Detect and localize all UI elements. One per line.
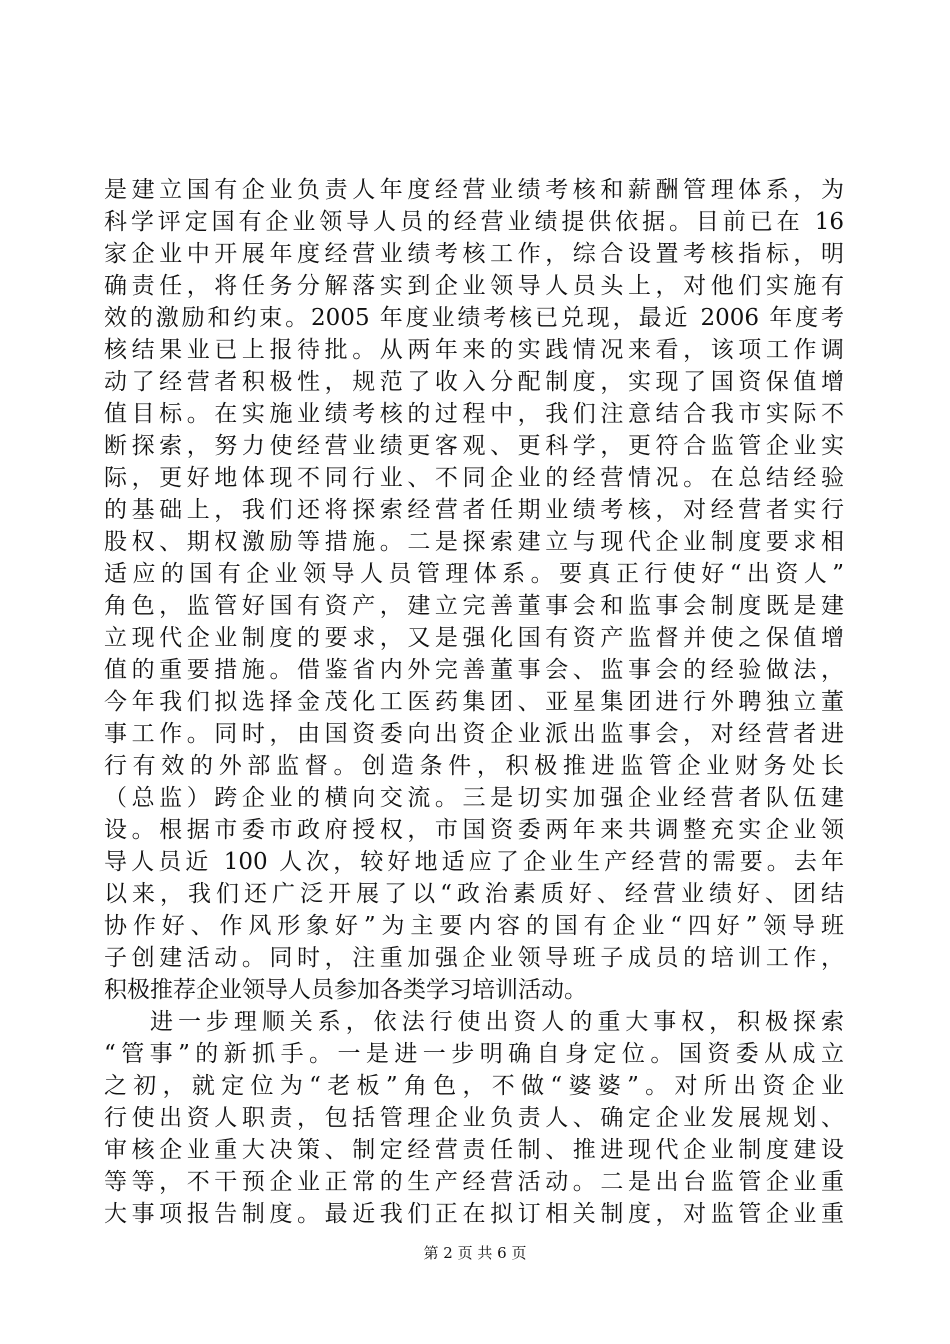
paragraph1-line: （总监）跨企业的横向交流。三是切实加强企业经营者队伍建 [104, 785, 844, 811]
paragraph1-line: 动了经营者积极性，规范了收入分配制度，实现了国资保值增 [104, 369, 844, 395]
paragraph1-line: 是建立国有企业负责人年度经营业绩考核和薪酬管理体系，为 [104, 177, 844, 203]
paragraph1-line: 股权、期权激励等措施。二是探索建立与现代企业制度要求相 [104, 529, 844, 555]
paragraph2-line: 等等，不干预企业正常的生产经营活动。二是出台监管企业重 [104, 1169, 844, 1195]
paragraph1-line: 行有效的外部监督。创造条件，积极推进监管企业财务处长 [104, 753, 844, 779]
paragraph1-line: 科学评定国有企业领导人员的经营业绩提供依据。目前已在 16 [104, 209, 844, 235]
paragraph1-line: 值的重要措施。借鉴省内外完善董事会、监事会的经验做法， [104, 657, 844, 683]
paragraph1-line: 今年我们拟选择金茂化工医药集团、亚星集团进行外聘独立董 [104, 689, 844, 715]
paragraph1-line: 事工作。同时，由国资委向出资企业派出监事会，对经营者进 [104, 721, 844, 747]
paragraph2-line: “管事”的新抓手。一是进一步明确自身定位。国资委从成立 [104, 1041, 844, 1067]
paragraph-2 [104, 1006, 844, 1230]
paragraph1-line: 的基础上，我们还将探索经营者任期业绩考核，对经营者实行 [104, 497, 844, 523]
paragraph2-line: 大事项报告制度。最近我们正在拟订相关制度，对监管企业重 [104, 1201, 844, 1227]
paragraph2-line: 审核企业重大决策、制定经营责任制、推进现代企业制度建设 [104, 1137, 844, 1163]
paragraph1-line: 协作好、作风形象好”为主要内容的国有企业“四好”领导班 [104, 913, 844, 939]
paragraph1-line: 导人员近 100 人次，较好地适应了企业生产经营的需要。去年 [104, 849, 844, 875]
paragraph1-line: 积极推荐企业领导人员参加各类学习培训活动。 [104, 977, 587, 1003]
paragraph1-line: 核结果业已上报待批。从两年来的实践情况来看，该项工作调 [104, 337, 844, 363]
paragraph1-line: 家企业中开展年度经营业绩考核工作，综合设置考核指标，明 [104, 241, 844, 267]
paragraph1-line: 角色，监管好国有资产，建立完善董事会和监事会制度既是建 [104, 593, 844, 619]
paragraph2-line: 进一步理顺关系，依法行使出资人的重大事权，积极探索 [150, 1009, 844, 1035]
page-footer: 第 2 页 共 6 页 [423, 1244, 527, 1262]
paragraph1-line: 确责任，将任务分解落实到企业领导人员头上，对他们实施有 [104, 273, 844, 299]
paragraph1-line: 效的激励和约束。2005 年度业绩考核已兑现，最近 2006 年度考 [104, 305, 844, 331]
paragraph1-line: 际，更好地体现不同行业、不同企业的经营情况。在总结经验 [104, 465, 844, 491]
paragraph1-line: 设。根据市委市政府授权，市国资委两年来共调整充实企业领 [104, 817, 844, 843]
paragraph1-line: 子创建活动。同时，注重加强企业领导班子成员的培训工作， [104, 945, 844, 971]
paragraph-1 [104, 174, 844, 1006]
paragraph1-line: 立现代企业制度的要求，又是强化国有资产监督并使之保值增 [104, 625, 844, 651]
paragraph1-line: 断探索，努力使经营业绩更客观、更科学，更符合监管企业实 [104, 433, 844, 459]
paragraph1-line: 值目标。在实施业绩考核的过程中，我们注意结合我市实际不 [104, 401, 844, 427]
paragraph2-line: 行使出资人职责，包括管理企业负责人、确定企业发展规划、 [104, 1105, 844, 1131]
paragraph2-line: 之初，就定位为“老板”角色，不做“婆婆”。对所出资企业 [104, 1073, 844, 1099]
paragraph1-line: 以来，我们还广泛开展了以“政治素质好、经营业绩好、团结 [104, 881, 844, 907]
paragraph1-line: 适应的国有企业领导人员管理体系。要真正行使好“出资人” [104, 561, 844, 587]
document-body [104, 174, 844, 1230]
